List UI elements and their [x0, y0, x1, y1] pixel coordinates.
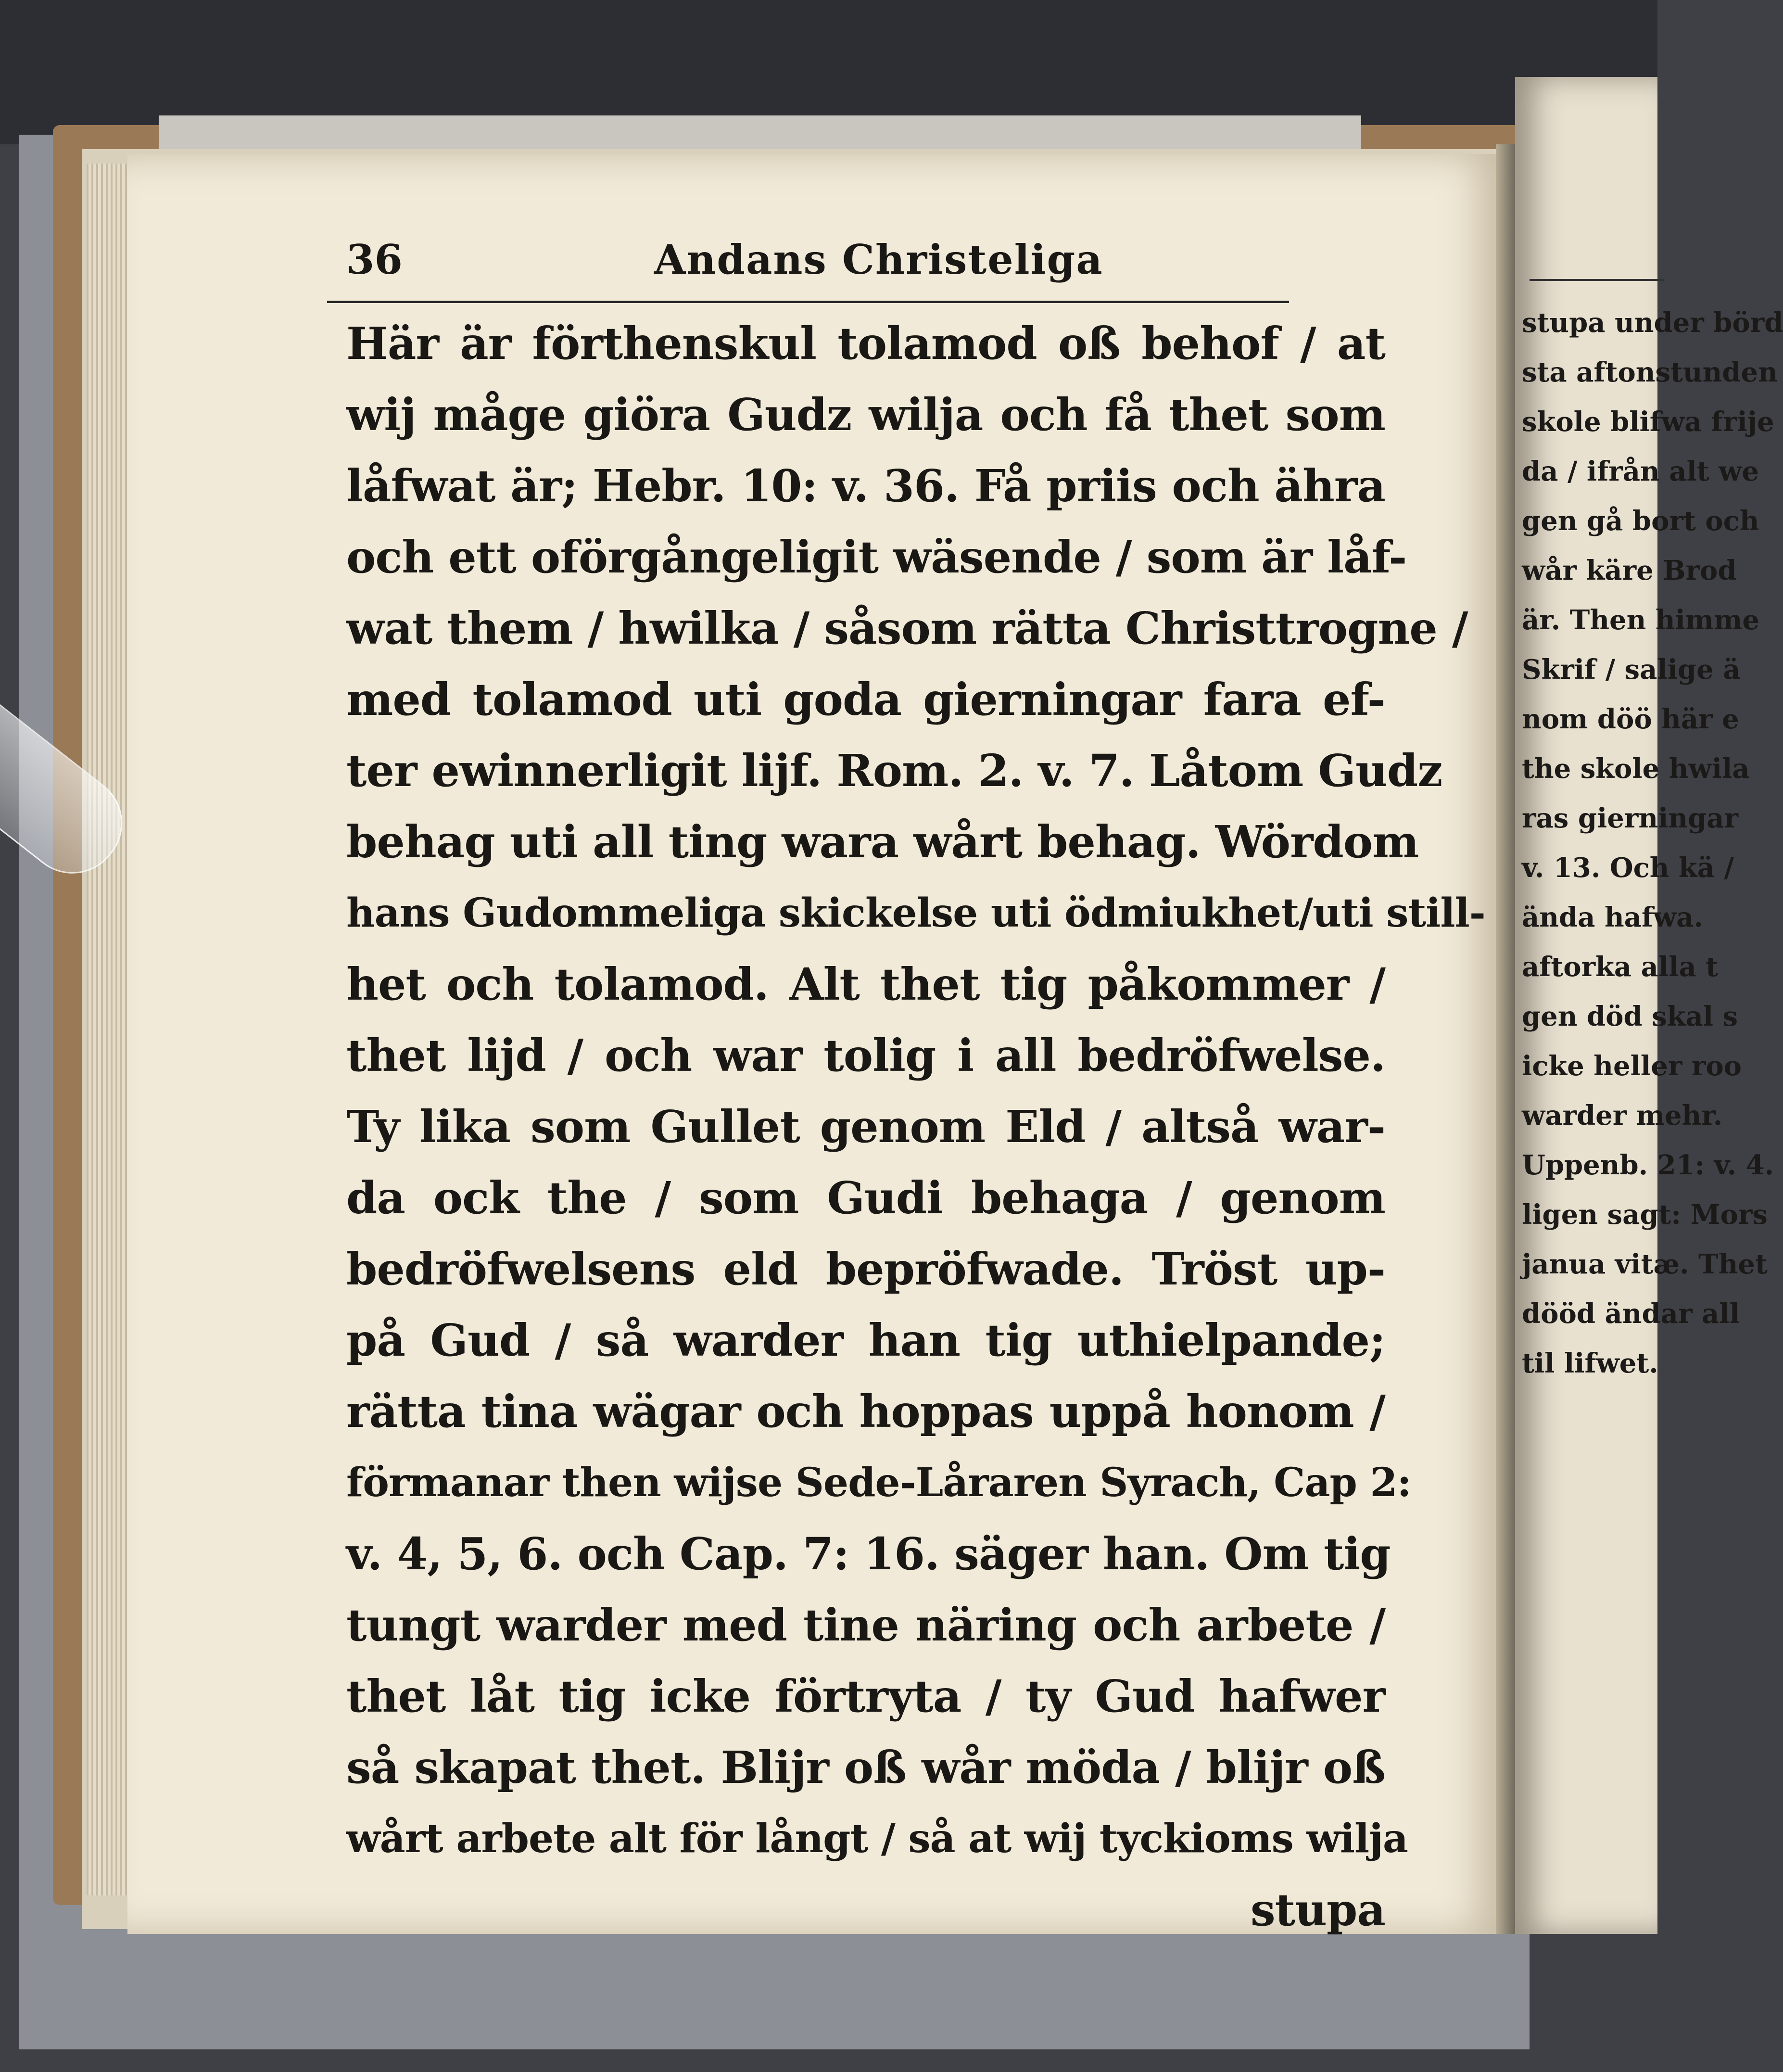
text-line: och ett oförgångeligit wäsende / som är låf-: [346, 531, 1407, 583]
facing-line: är. Then himme: [1522, 604, 1759, 636]
text-line: hans Gudommeliga skickelse uti ödmiukhet/uti still-: [346, 890, 1485, 936]
text-line: med tolamod uti goda gierningar fara ef-: [346, 674, 1385, 725]
text-line: v. 4, 5, 6. och Cap. 7: 16. säger han. Om tig: [346, 1528, 1391, 1580]
facing-line: stupa under börd: [1522, 307, 1783, 339]
text-line: wij måge giöra Gudz wilja och få thet som: [346, 389, 1385, 441]
marbled-endpaper: [159, 115, 1361, 154]
text-line: ter ewinnerligit lijf. Rom. 2. v. 7. Låtom Gudz: [346, 745, 1442, 797]
page-number: 36: [346, 236, 403, 283]
page-text: [346, 216, 1485, 1945]
text-line: behag uti all ting wara wårt behag. Wördom: [346, 816, 1419, 868]
page-header: [346, 216, 1385, 308]
text-line: wat them / hwilka / såsom rätta Christtrogne /: [346, 602, 1468, 654]
text-line: rätta tina wägar och hoppas uppå honom /: [346, 1386, 1385, 1437]
facing-line: gen gå bort och: [1522, 505, 1759, 537]
facing-line: til lifwet.: [1522, 1347, 1658, 1379]
text-line: Här är förthenskul tolamod oß behof / at: [346, 318, 1385, 369]
facing-line: dööd ändar all: [1522, 1298, 1740, 1330]
facing-line: icke heller roo: [1522, 1050, 1742, 1082]
facing-line: v. 13. Och kä /: [1522, 852, 1734, 884]
text-line: het och tolamod. Alt thet tig påkommer /: [346, 958, 1385, 1010]
facing-line: da / ifrån alt we: [1522, 456, 1759, 487]
text-line: Ty lika som Gullet genom Eld / altså war-: [346, 1101, 1385, 1153]
page-edges: [87, 164, 130, 1895]
header-rule: [327, 301, 1289, 303]
facing-line: ligen sagt: Mors: [1522, 1199, 1768, 1231]
facing-line: janua vitæ. Thet: [1522, 1248, 1768, 1280]
facing-text: [1522, 298, 1783, 1388]
text-line: på Gud / så warder han tig uthielpande;: [346, 1314, 1385, 1366]
text-line: bedröfwelsens eld bepröfwade. Tröst up-: [346, 1243, 1385, 1295]
running-head: Andans Christeliga: [654, 236, 1103, 283]
text-line: tungt warder med tine näring och arbete /: [346, 1599, 1385, 1651]
facing-line: aftorka alla t: [1522, 951, 1719, 983]
facing-line: warder mehr.: [1522, 1100, 1723, 1131]
text-line: da ock the / som Gudi behaga / genom: [346, 1172, 1385, 1224]
facing-line: Skrif / salige ä: [1522, 654, 1741, 686]
facing-page: [1515, 77, 1783, 1934]
facing-line: gen död skal s: [1522, 1001, 1738, 1032]
facing-line: wår käre Brod: [1522, 555, 1737, 586]
text-line: wårt arbete alt för långt / så at wij tyckioms wilja: [346, 1816, 1408, 1862]
text-line: låfwat är; Hebr. 10: v. 36. Få priis och ähra: [346, 460, 1385, 512]
facing-line: the skole hwila: [1522, 753, 1750, 785]
text-line: thet lijd / och war tolig i all bedröfwelse.: [346, 1030, 1385, 1081]
text-line: så skapat thet. Blijr oß wår möda / blijr oß: [346, 1741, 1385, 1793]
facing-header-rule: [1530, 279, 1664, 281]
facing-line: skole blifwa frije: [1522, 406, 1774, 438]
text-line: förmanar then wijse Sede-Låraren Syrach, Cap 2:: [346, 1460, 1411, 1506]
facing-line: sta aftonstunden: [1522, 356, 1778, 388]
facing-line: ras gierningar: [1522, 802, 1739, 834]
facing-line: ända hafwa.: [1522, 902, 1704, 933]
facing-line: Uppenb. 21: v. 4.: [1522, 1149, 1774, 1181]
text-line: thet låt tig icke förtryta / ty Gud hafwer: [346, 1670, 1385, 1722]
catchword: stupa: [1250, 1884, 1385, 1936]
facing-line: nom döö här e: [1522, 703, 1739, 735]
